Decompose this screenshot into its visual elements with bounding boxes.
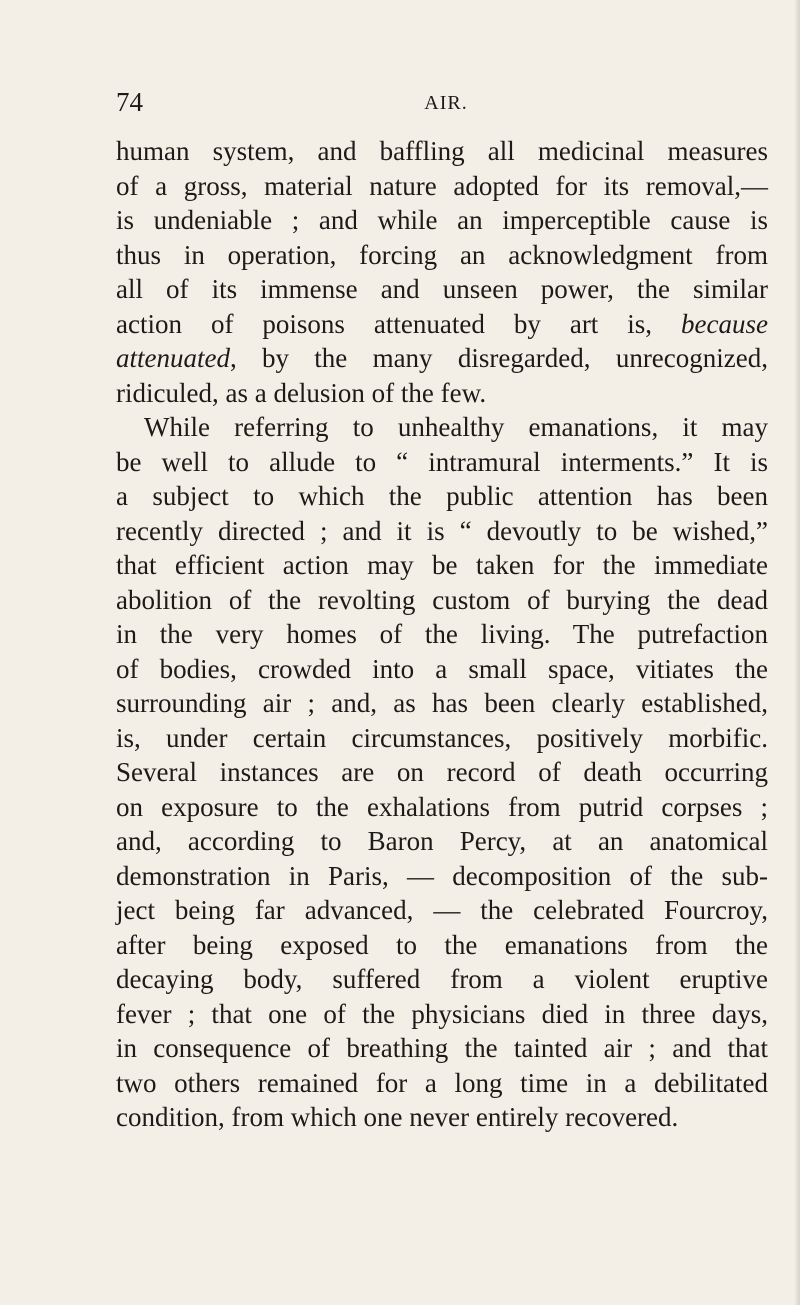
text-line: While referring to unhealthy emanations, it may [144, 412, 768, 442]
text-line: demonstration in Paris, — decomposition of the sub- [116, 860, 768, 891]
text-line: ridiculed, as a delusion of the few. [116, 377, 487, 408]
text-line: condition, from which one never entirely recovered. [116, 1102, 679, 1132]
text-line: of bodies, crowded into a small space, vitiates the [116, 653, 768, 684]
text-line: decaying body, suffered from a violent eruptive [116, 964, 768, 994]
text-line: that efficient action may be taken for the immediate [116, 550, 768, 580]
italic-text: because [681, 308, 768, 339]
text-line: ject being far advanced, — the celebrated Fourcroy, [116, 895, 768, 925]
text-line: thus in operation, forcing an acknowledgment from [116, 239, 768, 270]
text-line: Several instances are on record of death occurring [116, 757, 768, 787]
text-fragment: , by the many disregarded, unrecognized, [229, 343, 768, 373]
text-line: in consequence of breathing the tainted air ; and that [116, 1033, 768, 1063]
text-line: on exposure to the exhalations from putrid corpses ; [116, 791, 768, 822]
text-line: after being exposed to the emanations from the [116, 929, 768, 960]
text-line: is, under certain circumstances, positively morbific. [116, 722, 768, 753]
text-line: is undeniable ; and while an imperceptible cause is [116, 205, 768, 235]
text-line: human system, and baffling all medicinal measures [116, 136, 768, 166]
page-number: 74 [116, 87, 143, 117]
text-line: abolition of the revolting custom of burying the dead [116, 584, 768, 615]
text-line: all of its immense and unseen power, the similar [116, 274, 768, 304]
running-head: AIR. [424, 92, 468, 114]
text-line: recently directed ; and it is “ devoutly to be wished,” [116, 515, 768, 546]
text-line [116, 341, 768, 376]
text-line: fever ; that one of the physicians died in three days, [116, 998, 768, 1029]
text-line: and, according to Baron Percy, at an anatomical [116, 826, 768, 856]
text-line: be well to allude to “ intramural interments.” It is [116, 446, 768, 477]
text-line [116, 307, 768, 342]
page-header [116, 86, 776, 126]
text-line: a subject to which the public attention has been [116, 481, 768, 511]
text-line: two others remained for a long time in a debilitated [116, 1067, 768, 1098]
text-line: of a gross, material nature adopted for its removal,— [116, 170, 768, 201]
italic-text: attenuated [116, 343, 230, 373]
page-edge-shadow [794, 0, 800, 1305]
text-line: in the very homes of the living. The putrefaction [116, 619, 768, 649]
text-fragment: action of poisons attenuated by art is, [116, 308, 653, 339]
body-text [116, 134, 768, 1135]
text-line: surrounding air ; and, as has been clearly established, [116, 688, 768, 718]
